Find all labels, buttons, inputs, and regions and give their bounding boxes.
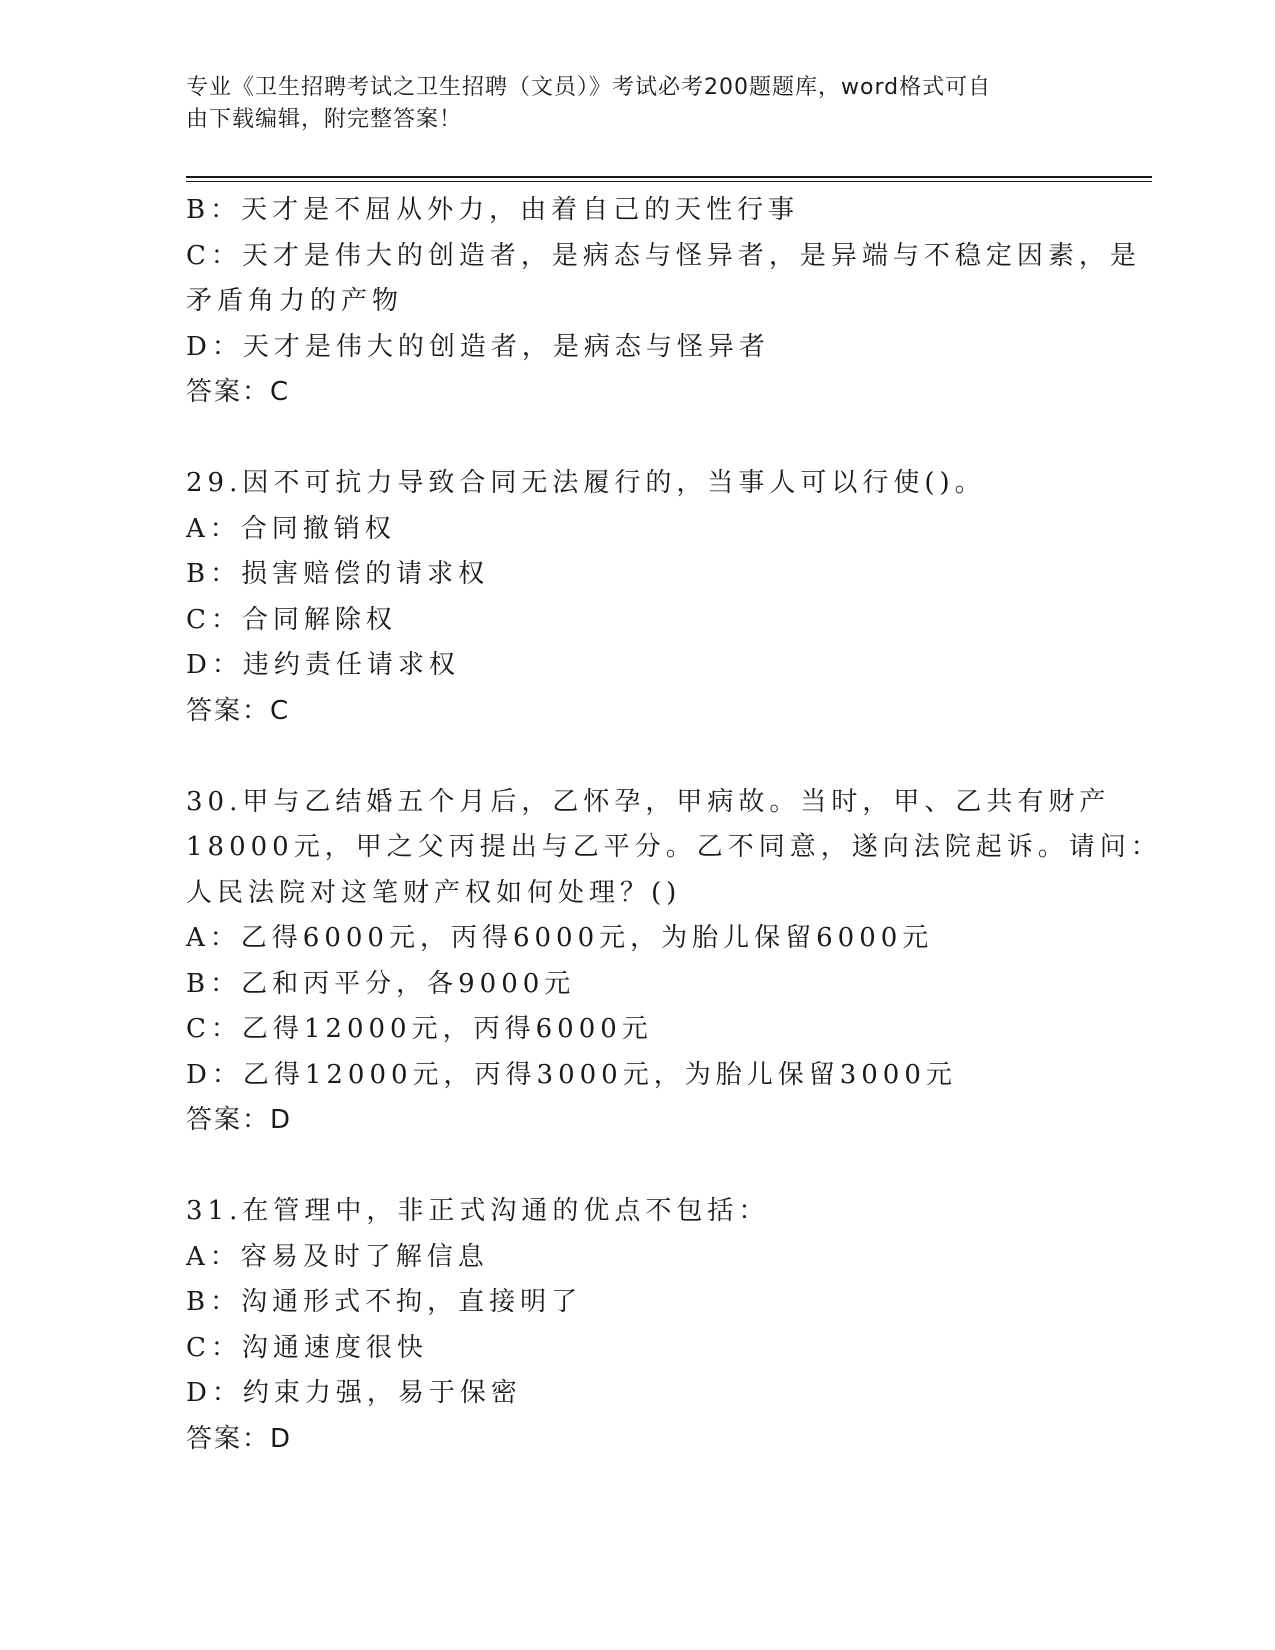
question-stem: 30.甲与乙结婚五个月后，乙怀孕，甲病故。当时，甲、乙共有财产 [186,786,1111,817]
header-rule-thin [186,181,1152,182]
option-c: C：天才是伟大的创造者，是病态与怪异者，是异端与不稳定因素，是 [186,240,1141,271]
spacer [186,734,1086,780]
option-c: C：乙得12000元，丙得6000元 [186,1014,653,1044]
question-30 [186,780,1162,1144]
answer-line: 答案：D [186,1105,293,1135]
header-line-1: 专业《卫生招聘考试之卫生招聘（文员）》考试必考200题题库，word格式可自 [186,75,992,100]
option-d: D：违约责任请求权 [186,650,460,680]
option-a: A：合同撤销权 [186,513,396,544]
answer-line: 答案：C [186,377,291,407]
question-content [186,188,1162,1462]
spacer [186,1144,1086,1190]
question-stem: 18000元，甲之父丙提出与乙平分。乙不同意，遂向法院起诉。请问： [186,832,1162,862]
option-c: C：合同解除权 [186,604,397,635]
option-b: B：乙和丙平分，各9000元 [186,968,576,999]
question-stem: 29.因不可抗力导致合同无法履行的，当事人可以行使()。 [186,468,986,498]
option-b: B：沟通形式不拘，直接明了 [186,1287,583,1317]
option-a: A：乙得6000元，丙得6000元，为胎儿保留6000元 [186,923,934,953]
option-a: A：容易及时了解信息 [186,1241,489,1272]
answer-line: 答案：C [186,695,291,726]
question-stem: 31.在管理中，非正式沟通的优点不包括： [186,1196,770,1226]
header-rule-thick [186,176,1152,178]
option-d: D：约束力强，易于保密 [186,1378,522,1408]
question-partial [186,188,1141,416]
option-c-continued: 矛盾角力的产物 [186,286,404,316]
question-29 [186,461,1086,734]
option-c: C：沟通速度很快 [186,1332,428,1363]
header-line-2: 由下载编辑，附完整答案！ [186,107,463,132]
option-b: B：损害赔偿的请求权 [186,559,490,589]
question-31 [186,1189,1086,1462]
option-d: D：天才是伟大的创造者，是病态与怪异者 [186,331,770,362]
spacer [186,416,1086,462]
option-d: D：乙得12000元，丙得3000元，为胎儿保留3000元 [186,1059,957,1090]
answer-line: 答案：D [186,1423,293,1454]
question-stem: 人民法院对这笔财产权如何处理？() [186,877,682,908]
option-b: B：天才是不屈从外力，由着自己的天性行事 [186,195,800,225]
page-header [186,72,1066,136]
